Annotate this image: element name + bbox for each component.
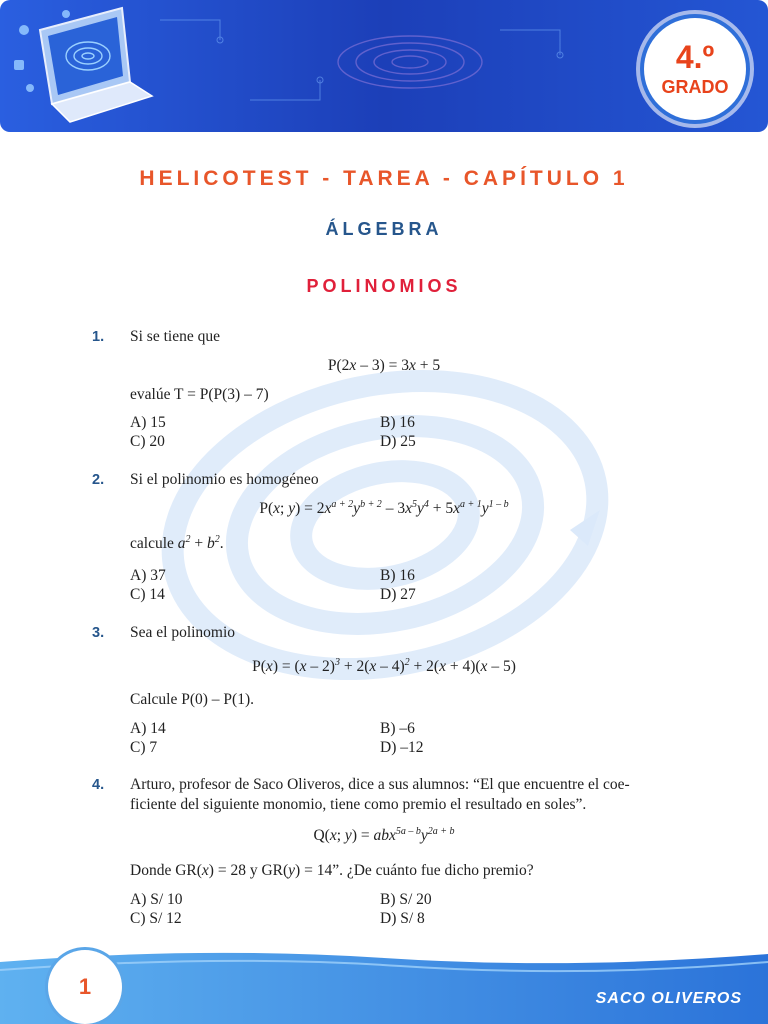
problem-3-option-c: C) 7	[130, 739, 158, 756]
problem-1-option-a: A) 15	[130, 414, 166, 431]
problem-2-option-b: B) 16	[380, 567, 415, 584]
problem-2-option-d: D) 27	[380, 586, 416, 603]
subject-title: ÁLGEBRA	[325, 219, 443, 239]
page-number-badge	[48, 950, 122, 1024]
problem-1-option-d: D) 25	[380, 433, 416, 450]
problem-4-option-c: C) S/ 12	[130, 910, 182, 927]
problem-3-statement: Sea el polinomio	[130, 624, 236, 641]
problem-1-number: 1.	[92, 329, 105, 345]
page-title: HELICOTEST - TAREA - CAPÍTULO 1	[139, 167, 629, 190]
problem-4-statement-cont: ficiente del siguiente monomio, tiene como premio el resultado en soles”.	[130, 796, 587, 813]
problem-3-number: 3.	[92, 625, 105, 641]
problem-4-followup: Donde GR(x) = 28 y GR(y) = 14”. ¿De cuánto fue dicho premio?	[130, 862, 534, 879]
problem-3-formula: P(x) = (x – 2)$^3$ + 2(x – 4)$^2$ + 2(x + 4)(x – 5)	[252, 657, 516, 675]
topic-title: POLINOMIOS	[306, 276, 462, 296]
problem-1-option-b: B) 16	[380, 414, 415, 431]
problem-3-option-a: A) 14	[130, 720, 166, 737]
problem-2-followup: calcule $a^2 + b^2$.	[130, 534, 224, 552]
problem-2-formula: P(x; $y) = 2x^{a + 2}y^{b + 2} - 3x^5y^4 + 5x^{a + 1}y^{1 - b}$	[259, 499, 509, 517]
problem-4-statement: Arturo, profesor de Saco Oliveros, dice a sus alumnos: “El que encuentre el coe-	[130, 776, 630, 793]
problem-4-number: 4.	[92, 777, 105, 793]
grade-badge	[644, 18, 746, 120]
problem-4-formula: Q(x; $y) = abx^{5a - b}y^{2a + b}$	[313, 826, 455, 844]
problem-3-option-b: B) –6	[380, 720, 415, 737]
problem-2-option-c: C) 14	[130, 586, 165, 603]
problem-1-statement: Si se tiene que	[130, 328, 220, 345]
page-number: 1	[78, 974, 92, 999]
problem-4-option-b: B) S/ 20	[380, 891, 432, 908]
problem-3-option-d: D) –12	[380, 739, 424, 756]
problem-2-number: 2.	[92, 472, 105, 488]
grade-number: 4.º	[675, 38, 715, 75]
problem-1-followup: evalúe T = P(P(3) – 7)	[130, 386, 269, 403]
brand-logo-text: SACO OLIVEROS	[595, 990, 742, 1007]
problem-2-statement: Si el polinomio es homogéneo	[130, 471, 319, 488]
problem-2-option-a: A) 37	[130, 567, 166, 584]
problem-3-followup: Calcule P(0) – P(1).	[130, 691, 254, 708]
problem-4-option-a: A) S/ 10	[130, 891, 183, 908]
problem-1-option-c: C) 20	[130, 433, 165, 450]
problem-1-formula: P(2x – 3) = 3x + 5	[327, 357, 441, 374]
grade-word: GRADO	[661, 76, 729, 97]
problem-4-option-d: D) S/ 8	[380, 910, 425, 927]
